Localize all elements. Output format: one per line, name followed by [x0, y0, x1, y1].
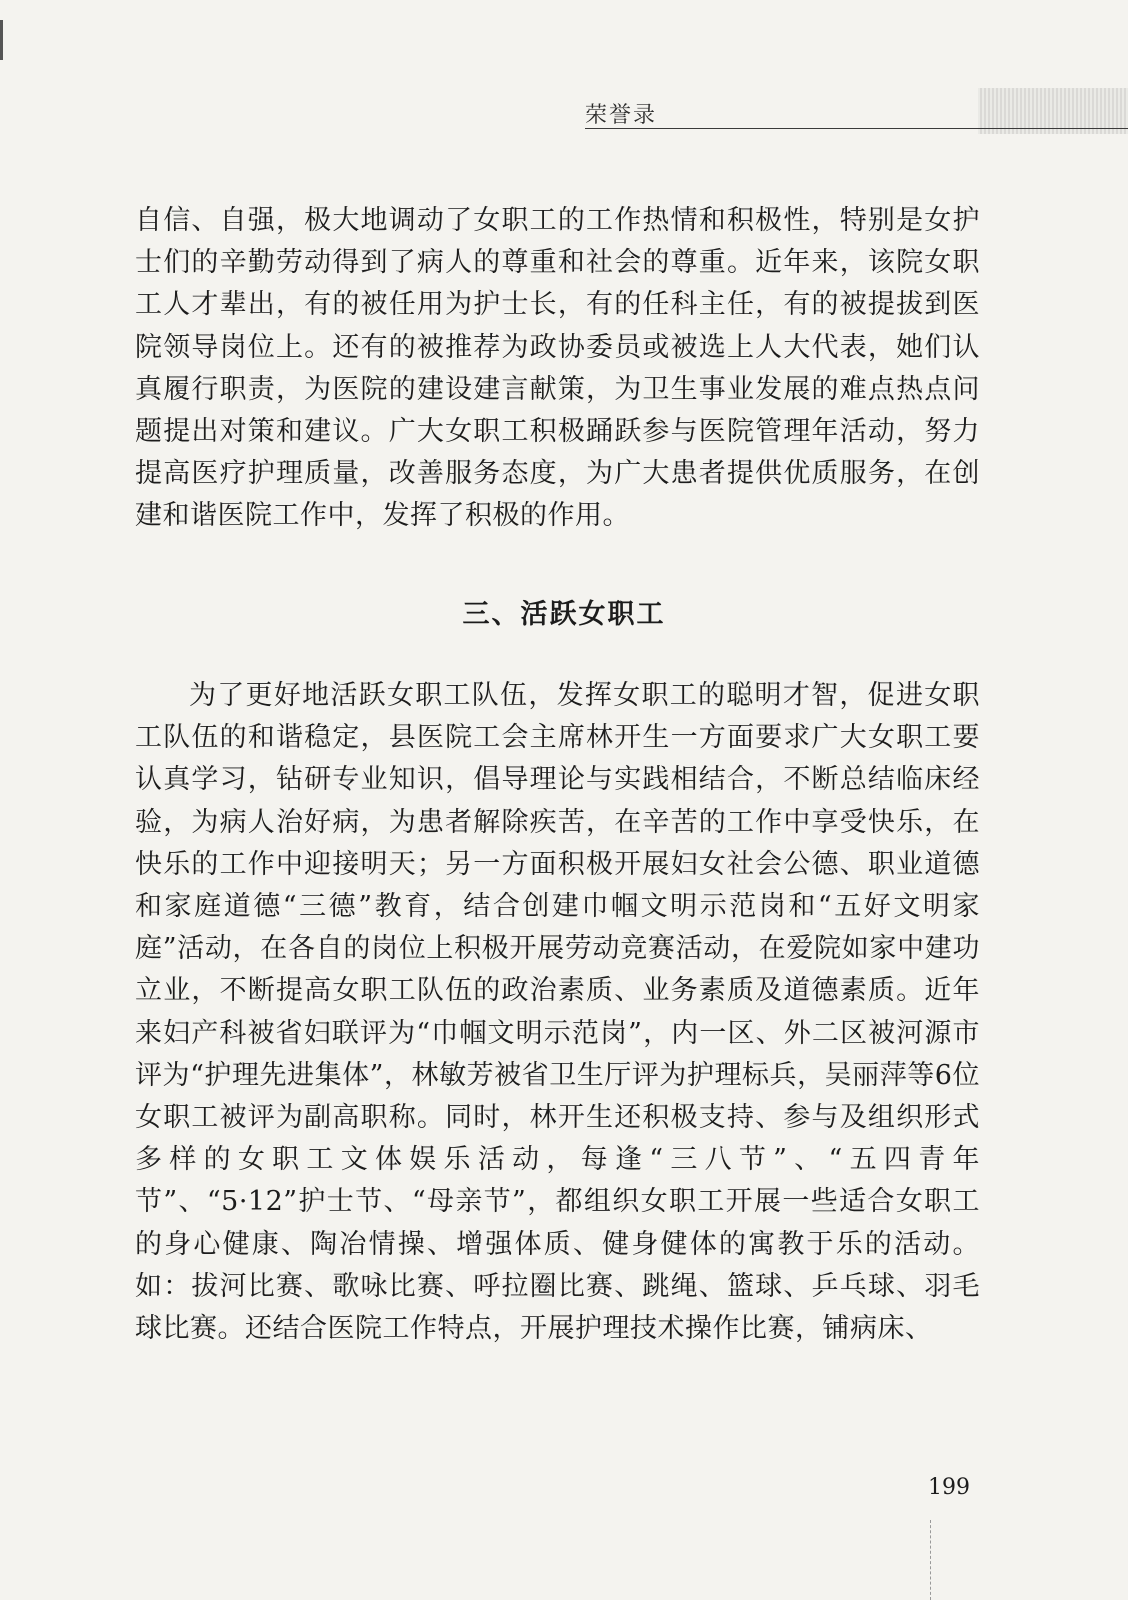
header-rule [585, 128, 1128, 129]
body-paragraph-2: 为了更好地活跃女职工队伍，发挥女职工的聪明才智，促进女职工队伍的和谐稳定，县医院工会主席林开生一方面要求广大女职工要认真学习，钻研专业知识，倡导理论与实践相结合，不断总结临床经验，为病人治好病，为患者解除疾苦，在辛苦的工作中享受快乐，在快乐的工作中迎接明天；另一方面积极开展妇女社会公德、职业道德和家庭道德“三德”教育，结合创建巾帼文明示范岗和“五好文明家庭”活动，在各自的岗位上积极开展劳动竞赛活动，在爱院如家中建功立业，不断提高女职工队伍的政治素质、业务素质及道德素质。近年来妇产科被省妇联评为“巾帼文明示范岗”，内一区、外二区被河源市评为“护理先进集体”，林敏芳被省卫生厅评为护理标兵，吴丽萍等6位女职工被评为副高职称。同时，林开生还积极支持、参与及组织形式多样的女职工文体娱乐活动，每逢“三八节”、“五四青年节”、“5·12”护士节、“母亲节”，都组织女职工开展一些适合女职工的身心健康、陶冶情操、增强体质、健身健体的寓教于乐的活动。如：拔河比赛、歌咏比赛、呼拉圈比赛、跳绳、篮球、乒乓球、羽毛球比赛。还结合医院工作特点，开展护理技术操作比赛，铺病床、 [135, 680, 980, 1345]
body-paragraph-1: 自信、自强，极大地调动了女职工的工作热情和积极性，特别是女护士们的辛勤劳动得到了病人的尊重和社会的尊重。近年来，该院女职工人才辈出，有的被任用为护士长，有的任科主任，有的被提拔到医院领导岗位上。还有的被推荐为政协委员或被选上人大代表，她们认真履行职责，为医院的建设建言献策，为卫生事业发展的难点热点问题提出对策和建议。广大女职工积极踊跃参与医院管理年活动，努力提高医疗护理质量，改善服务态度，为广大患者提供优质服务，在创建和谐医院工作中，发挥了积极的作用。 [135, 205, 980, 532]
section-heading: 三、活跃女职工 [462, 599, 666, 630]
scan-edge-line [930, 1520, 931, 1600]
running-header-title: 荣誉录 [585, 103, 658, 128]
scan-edge-mark [0, 20, 3, 60]
page-number: 199 [928, 1475, 970, 1500]
